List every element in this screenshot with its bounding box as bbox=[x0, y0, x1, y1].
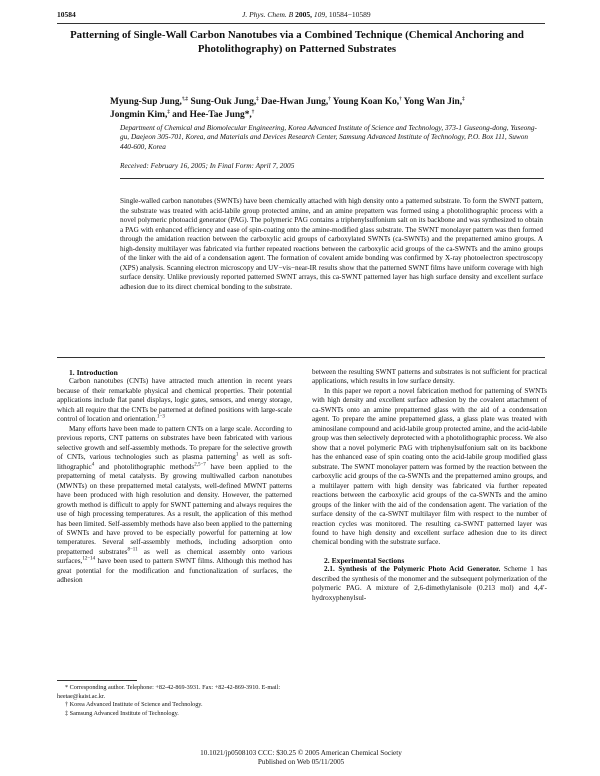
author: Yong Wan Jin,‡ bbox=[403, 96, 465, 107]
page-number: 10584 bbox=[57, 10, 76, 19]
subsection-heading: 2.1. Synthesis of the Polymeric Photo Acid Generator. bbox=[324, 565, 501, 574]
affiliation: Department of Chemical and Biomolecular Engineering, Korea Advanced Institute of Science and Technology, 373-1 Guseong-dong, Yuseong-gu, Daejeon 305-701, Korea, and Materials and Devices Research Center, Samsung Advanced Institute of Technology, P.O. Box 111, Suwon 440-600, Korea bbox=[120, 123, 537, 151]
section-heading-experimental: 2. Experimental Sections bbox=[324, 555, 405, 565]
section-heading-introduction: 1. Introduction bbox=[69, 368, 118, 377]
paragraph: Many efforts have been made to pattern CNTs on a large scale. According to previous reports, CNT patterns on substrates have been fabricated with various selective growth and self-assembly methods. To prepare for the selective growth of CNTs, various technologies such as plasma patterning$^1$ as well as soft-lithographic$^4$ and photolithographic methods$^{2,5-7}$ have been applied to the prepatterning of metal catalysts. By growing multiwalled carbon nanotubes (MWNTs) on these prepatterned metal catalysts, well-defined MWNT patterns have been produced with high resolution and density. However, the patterned growth method is difficult to apply for SWNT patterning and always requires the use of high processing temperatures. As a result, the application of this method has been limited. Self-assembly methods have also been applied to the patterning of SWNTs and have proved to be especially powerful for patterning at low temperatures. Several self-assembly methods, including adsorption onto prepatterned substrates$^{8-11}$ as well as chemical assembly onto various surfaces,$^{12-14}$ have been used to pattern SWNT films. Although this method has great potential for the modification and functionalization of surfaces, the adhesion bbox=[57, 424, 292, 585]
footnote-samsung: ‡ Samsung Advanced Institute of Technology. bbox=[65, 709, 179, 717]
footnote-corresponding: * Corresponding author. Telephone: +82-42-869-3931. Fax: +82-42-869-3910. E-mail: heetae@kaist.ac.kr. bbox=[57, 684, 281, 700]
published-line: Published on Web 05/11/2005 bbox=[257, 758, 345, 767]
body-rule bbox=[57, 357, 545, 358]
running-header bbox=[57, 10, 557, 22]
author: Young Koan Ko,† bbox=[332, 96, 402, 107]
author-list bbox=[110, 96, 530, 121]
received-dates: Received: February 16, 2005; In Final Form: April 7, 2005 bbox=[120, 161, 295, 170]
doi-line: 10.1021/jp0508103 CCC: $30.25 © 2005 American Chemical Society bbox=[200, 749, 402, 757]
abstract-rule bbox=[120, 178, 544, 179]
left-column bbox=[57, 368, 292, 586]
journal-volume: 109, bbox=[313, 10, 327, 19]
author: Jongmin Kim,‡ bbox=[110, 109, 170, 120]
journal-citation bbox=[242, 10, 371, 19]
page-footer bbox=[57, 749, 545, 767]
abstract: Single-walled carbon nanotubes (SWNTs) have been chemically attached with high density onto a patterned substrate. To form the SWNT pattern, the substrate was treated with acid-labile group protected amine, and an amine prepattern was formed using a photolithographic process with a novel polymeric photoacid generator (PAG). The polymeric PAG contains a triphenylsulfonium salt on its backbone and was synthesized to obtain a PAG with enhanced efficiency and ease of spin-coating onto the amine-modified glass substrate. The SWNT monolayer pattern was then formed through the amidation reaction between the carboxylic acid groups of carboxylated SWNTs (ca-SWNTs) and the prepatterned amino groups. A high-density multilayer was fabricated via further repeated reactions between the carboxylic acid groups of the ca-SWNTs and the amino groups of the linker with the aid of a condensation agent. The formation of covalent amide bonding was confirmed by X-ray photoelectron spectroscopy (XPS) analysis. Scanning electron microscopy and UV−vis−near-IR results show that the patterned SWNT films have uniform coverage with high surface density. Unlike previously reported patterned SWNT arrays, this ca-SWNT patterned layer has high surface density and excellent surface adhesion due to its direct chemical bonding to the substrate. bbox=[120, 197, 543, 291]
author: Sung-Ouk Jung,‡ bbox=[190, 96, 259, 107]
footnote-rule bbox=[57, 680, 137, 681]
header-rule bbox=[57, 23, 545, 24]
paragraph: Carbon nanotubes (CNTs) have attracted much attention in recent years because of their remarkable physical and chemical properties. Their potential applications include flat panel displays, logic gates, sensors, and energy storage, which all require that the CNTs be patterned at defined positions with large-scale control of location and orientation.$^{1-3}$ bbox=[57, 377, 292, 424]
journal-year: 2005, bbox=[295, 10, 312, 19]
author: and Hee-Tae Jung*,† bbox=[172, 109, 255, 120]
author: Myung-Sup Jung,†,‡ bbox=[110, 96, 189, 107]
journal-pages: 10584−10589 bbox=[328, 10, 371, 19]
paper-title: Patterning of Single-Wall Carbon Nanotubes via a Combined Technique (Chemical Anchoring and Photolithography) on Patterned Substrates bbox=[70, 29, 524, 55]
paragraph: between the resulting SWNT patterns and substrates is not sufficient for practical applications, which results in low surface density. bbox=[312, 368, 547, 386]
journal-name: J. Phys. Chem. B bbox=[242, 10, 294, 19]
footnotes bbox=[57, 684, 292, 718]
right-column bbox=[312, 368, 547, 603]
paragraph: In this paper we report a novel fabrication method for patterning of SWNTs with high density and excellent surface adhesion by the covalent attachment of ca-SWNTs onto an amine prepatterned glass with the aid of a condensation agent. To prepare the amine prepatterned glass, a glass plate was treated with aminosilane compound and acid-labile group protected amine, and the acid-labile group was then selectively deprotected with a photolithographic process. We also show that a novel polymeric PAG with triphenylsulfonium salt on its backbone has the enhanced ease of spin coating onto the acid-labile group modified glass substrate. The SWNT monolayer pattern was formed by the reaction between the carboxylic acid groups of the ca-SWNTs and the prepatterned amino groups, and a multilayer pattern with high density was fabricated via further repeated reactions between the carboxylic acid groups of the ca-SWNTs and the amino groups of the linker with the aid of the condensation agent. The variation of the surface density of the ca-SWNT multilayer film with respect to the number of reaction cycles was monitored. The resulting ca-SWNT patterned layer was found to have high density and excellent surface adhesion due to its direct chemical bonding with the substrate surface. bbox=[312, 386, 547, 547]
author: Dae-Hwan Jung,† bbox=[261, 96, 331, 107]
paragraph: 2.1. Synthesis of the Polymeric Photo Acid Generator. Scheme 1 has described the synthesis of the monomer and the subsequent polymerization of the polymeric PAG. A mixture of 2,6-dimethylanisole (0.213 mol) and 4,4′-hydroxyphenylsul- bbox=[312, 565, 547, 602]
footnote-kaist: † Korea Advanced Institute of Science and Technology. bbox=[65, 701, 203, 709]
